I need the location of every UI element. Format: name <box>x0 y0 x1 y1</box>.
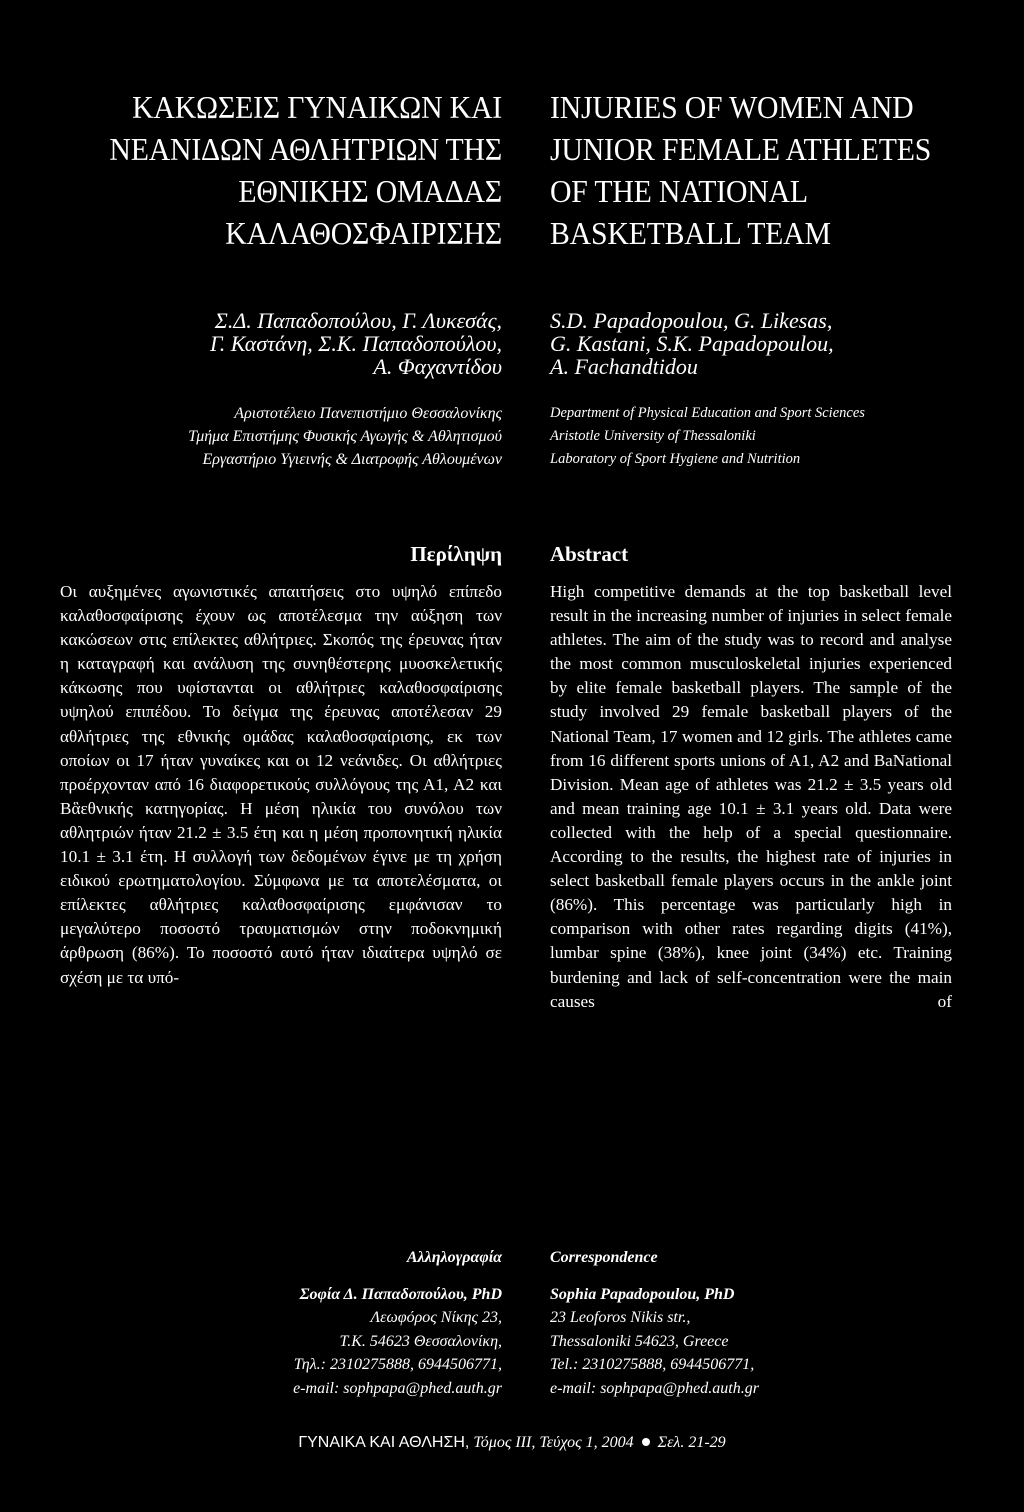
correspondence-phone: Tel.: 2310275888, 6944506771, <box>550 1356 755 1373</box>
correspondence-city: Τ.Κ. 54623 Θεσσαλονίκη, <box>339 1332 502 1350</box>
author-line: Γ. Καστάνη, Σ.Κ. Παπαδοπούλου, <box>210 331 502 356</box>
correspondence-name: Sophia Papadopoulou, PhD <box>550 1285 735 1303</box>
correspondence-heading-greek: Αλληλογραφία <box>406 1249 502 1266</box>
bullet-icon <box>642 1438 650 1446</box>
title-english <box>550 86 932 254</box>
page-footer <box>0 1434 1024 1452</box>
summary-heading-greek: Περίληψη <box>410 542 502 566</box>
correspondence-phone: Τηλ.: 2310275888, 6944506771, <box>293 1356 502 1373</box>
affiliation-line: Laboratory of Sport Hygiene and Nutrition <box>550 451 801 467</box>
correspondence-english <box>550 1246 952 1400</box>
affiliation-line: Τμήμα Επιστήμης Φυσικής Αγωγής & Αθλητισμού <box>188 428 502 445</box>
correspondence-heading-english: Correspondence <box>550 1249 658 1266</box>
affiliation-line: Department of Physical Education and Sport Sciences <box>550 405 865 421</box>
abstract-body <box>550 580 952 1014</box>
author-line: A. Fachandtidou <box>550 354 698 379</box>
footer-journal: ΓΥΝΑΙΚΑ ΚΑΙ ΑΘΛΗΣΗ, <box>298 1434 470 1451</box>
footer-pages: Σελ. 21-29 <box>657 1434 726 1451</box>
title-english-line: INJURIES OF WOMEN AND <box>550 89 914 125</box>
author-line: G. Kastani, S.K. Papadopoulou, <box>550 331 834 356</box>
correspondence-name: Σοφία Δ. Παπαδοπούλου, PhD <box>299 1285 502 1303</box>
authors-english <box>550 309 952 378</box>
affiliation-greek <box>60 402 502 471</box>
author-line: Α. Φαχαντίδου <box>373 354 502 379</box>
affiliation-english <box>550 402 952 471</box>
affiliation-line: Αριστοτέλειο Πανεπιστήμιο Θεσσαλονίκης <box>234 405 502 422</box>
summary-text-greek: Οι αυξημένες αγωνιστικές απαιτήσεις στο υψηλό επίπεδο καλαθοσφαίρισης έχουν ως αποτέλεσμα την αύξηση των κακώσεων στις επίλεκτες αθλήτριες. Σκοπός της έρευνας ήταν η καταγραφή και ανάλυση της συνηθέστερης μυοσκελετικής κάκωσης που υφίστανται οι αθλήτριες καλαθοσφαίρισης υψηλού επιπέδου. Το δείγμα της έρευνας αποτέλεσαν 29 αθλήτριες της εθνικής ομάδας καλαθοσφαίρισης, εκ των οποίων οι 17 ήταν γυναίκες και οι 12 νεάνιδες. Οι αθλήτριες προέρχονταν από 16 διαφορετικούς συλλόγους της Α1, Α2 και Bἃεθνικής κατηγορίας. Η μέση ηλικία του συνόλου των αθλητριών ήταν 21.2 ± 3.5 έτη και η μέση προπονητική ηλικία 10.1 ± 3.1 έτη. Η συλλογή των δεδομένων έγινε με τη χρήση ειδικού ερωτηματολογίου. Σύμφωνα με τα αποτελέσματα, οι επίλεκτες αθλήτριες καλαθοσφαίρισης εμφάνισαν το μεγαλύτερο ποσοστό τραυματισμών στην ποδοκνημική άρθρωση (86%). Το ποσοστό αυτό ήταν ιδιαίτερα υψηλό σε σχέση με τα υπό- <box>60 582 502 987</box>
author-line: Σ.Δ. Παπαδοπούλου, Γ. Λυκεσάς, <box>214 308 502 333</box>
footer-issue: Τόμος III, Τεύχος 1, 2004 <box>473 1434 634 1451</box>
authors-greek <box>60 309 502 378</box>
correspondence-email: e-mail: sophpapa@phed.auth.gr <box>293 1379 502 1397</box>
title-greek <box>91 86 502 254</box>
affiliation-line: Εργαστήριο Υγιεινής & Διατροφής Αθλουμένων <box>202 451 502 468</box>
affiliation-line: Aristotle University of Thessaloniki <box>550 428 756 444</box>
correspondence-email: e-mail: sophpapa@phed.auth.gr <box>550 1379 759 1397</box>
title-english-line: OF THE NATIONAL <box>550 173 808 209</box>
abstract-heading: Abstract <box>550 542 629 566</box>
title-english-line: BASKETBALL TEAM <box>550 215 831 251</box>
correspondence-address: 23 Leoforos Nikis str., <box>550 1309 691 1326</box>
correspondence-city: Thessaloniki 54623, Greece <box>550 1332 729 1350</box>
abstract-text: High competitive demands at the top basketball level result in the increasing number of injuries in select female athletes. The aim of the study was to record and analyse the most common musculoskeletal injuries experienced by elite female basketball players. The sample of the study involved 29 female basketball players of the National Team, 17 women and 12 girls. The athletes came from 16 different sports unions of A1, A2 and BaNational Division. Mean age of athletes was 21.2 ± 3.5 years old and mean training age 10.1 ± 3.1 years old. Data were collected with the help of a special questionnaire. According to the results, the highest rate of injuries in select basketball female players occurs in the ankle joint (86%). This percentage was particularly high in comparison with other rates regarding digits (41%), lumbar spine (38%), knee joint (34%) etc. Training burdening and lack of self-concentration were the main causes of <box>550 582 952 1011</box>
title-greek-line: ΕΘΝΙΚΗΣ ΟΜΑΔΑΣ <box>238 173 502 209</box>
title-english-line: JUNIOR FEMALE ATHLETES <box>550 131 932 167</box>
title-greek-line: ΚΑΛΑΘΟΣΦΑΙΡΙΣΗΣ <box>225 215 502 251</box>
title-greek-line: ΝΕΑΝΙΔΩΝ ΑΘΛΗΤΡΙΩΝ ΤΗΣ <box>109 131 502 167</box>
title-greek-line: ΚΑΚΩΣΕΙΣ ΓΥΝΑΙΚΩΝ ΚΑΙ <box>132 89 502 125</box>
author-line: S.D. Papadopoulou, G. Likesas, <box>550 308 833 333</box>
summary-body-greek <box>60 580 502 990</box>
correspondence-greek <box>60 1246 502 1400</box>
correspondence-address: Λεωφόρος Νίκης 23, <box>370 1309 502 1326</box>
